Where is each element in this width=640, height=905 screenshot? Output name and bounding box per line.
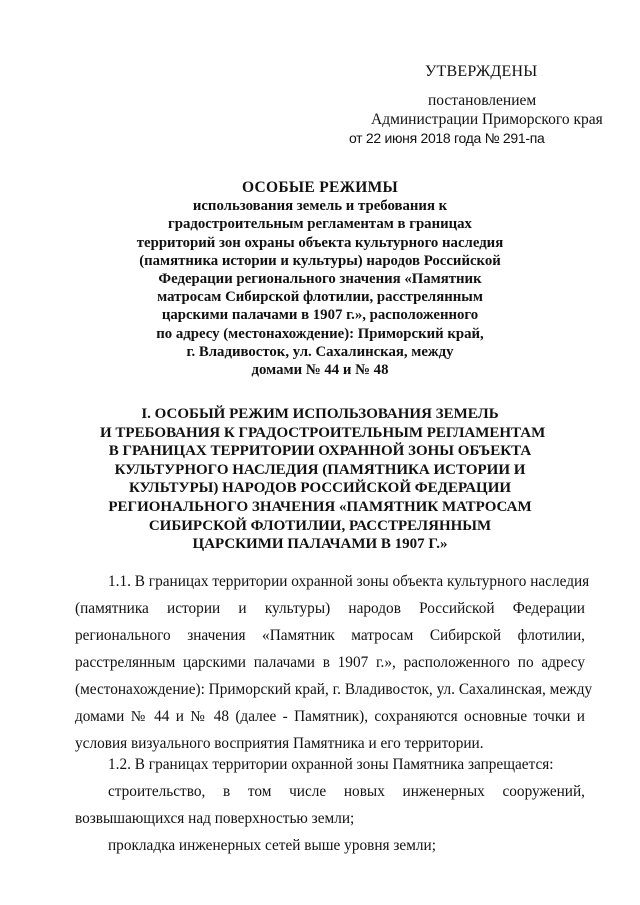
prohibition-item-construction (75, 778, 585, 832)
title-line: (памятника истории и культуры) народов Российской (139, 252, 501, 269)
paragraph-line: прокладка инженерных сетей выше уровня земли; (108, 837, 436, 854)
paragraph-line: (памятника истории и культуры) народов Российской Федерации (75, 600, 585, 617)
approval-title: УТВЕРЖДЕНЫ (425, 63, 538, 80)
title-line: по адресу (местонахождение): Приморский край, (156, 325, 484, 342)
approval-authority: Администрации Приморского края (371, 111, 603, 128)
title-main: ОСОБЫЕ РЕЖИМЫ (241, 179, 399, 196)
title-line: градостроительным регламентам в границах (168, 216, 472, 233)
section-heading-line: В ГРАНИЦАХ ТЕРРИТОРИИ ОХРАННОЙ ЗОНЫ ОБЪЕКТА (108, 443, 532, 460)
paragraph-line: 1.2. В границах территории охранной зоны Памятника запрещается: (108, 756, 554, 773)
title-line: матросам Сибирской флотилии, расстрелянным (157, 289, 483, 306)
approval-stamp (0, 0, 640, 146)
section-heading-line: И ТРЕБОВАНИЯ К ГРАДОСТРОИТЕЛЬНЫМ РЕГЛАМЕНТАМ (100, 424, 546, 441)
approval-decree: постановлением (428, 92, 537, 109)
section-heading-line: ЦАРСКИМИ ПАЛАЧАМИ В 1907 Г.» (192, 536, 448, 553)
paragraph-line: возвышающихся над поверхностью земли; (75, 810, 355, 827)
paragraph-line: (местонахождение): Приморский край, г. Владивосток, ул. Сахалинская, между (75, 681, 593, 698)
section-heading-line: I. ОСОБЫЙ РЕЖИМ ИСПОЛЬЗОВАНИЯ ЗЕМЕЛЬ (141, 406, 499, 422)
section-heading-line: СИБИРСКОЙ ФЛОТИЛИИ, РАССТРЕЛЯННЫМ (148, 517, 492, 534)
title-line: Федерации регионального значения «Памятник (158, 271, 482, 288)
paragraph-line: 1.1. В границах территории охранной зоны объекта культурного наследия (108, 573, 590, 590)
paragraph-line: расстрелянным царскими палачами в 1907 г.», расположенного по адресу (75, 654, 585, 671)
section-heading-line: РЕГИОНАЛЬНОГО ЗНАЧЕНИЯ «ПАМЯТНИК МАТРОСАМ (108, 498, 532, 515)
paragraph-line: регионального значения «Памятник матросам Сибирской флотилии, (75, 627, 585, 644)
document-title (120, 179, 520, 379)
title-line: царскими палачами в 1907 г.», расположенного (161, 307, 479, 324)
prohibition-item-networks (75, 832, 585, 859)
title-line: домами № 44 и № 48 (251, 362, 389, 379)
section-heading (100, 405, 546, 554)
section-heading-line: КУЛЬТУРЫ) НАРОДОВ РОССИЙСКОЙ ФЕДЕРАЦИИ (128, 480, 512, 497)
title-line: г. Владивосток, ул. Сахалинская, между (186, 343, 454, 360)
title-line: использования земель и требования к (192, 198, 448, 215)
approval-date-number: от 22 июня 2018 года № 291-па (349, 130, 545, 146)
paragraph-1-1 (75, 568, 593, 757)
paragraph-line: домами № 44 и № 48 (далее - Памятник), сохраняются основные точки и (75, 708, 585, 725)
paragraph-line: условия визуального восприятия Памятника и его территории. (75, 735, 484, 752)
paragraph-line: строительство, в том числе новых инженерных сооружений, (108, 783, 585, 800)
title-line: территорий зон охраны объекта культурного наследия (136, 234, 504, 251)
paragraph-1-2 (75, 751, 585, 778)
section-heading-line: КУЛЬТУРНОГО НАСЛЕДИЯ (ПАМЯТНИКА ИСТОРИИ И (114, 461, 526, 478)
